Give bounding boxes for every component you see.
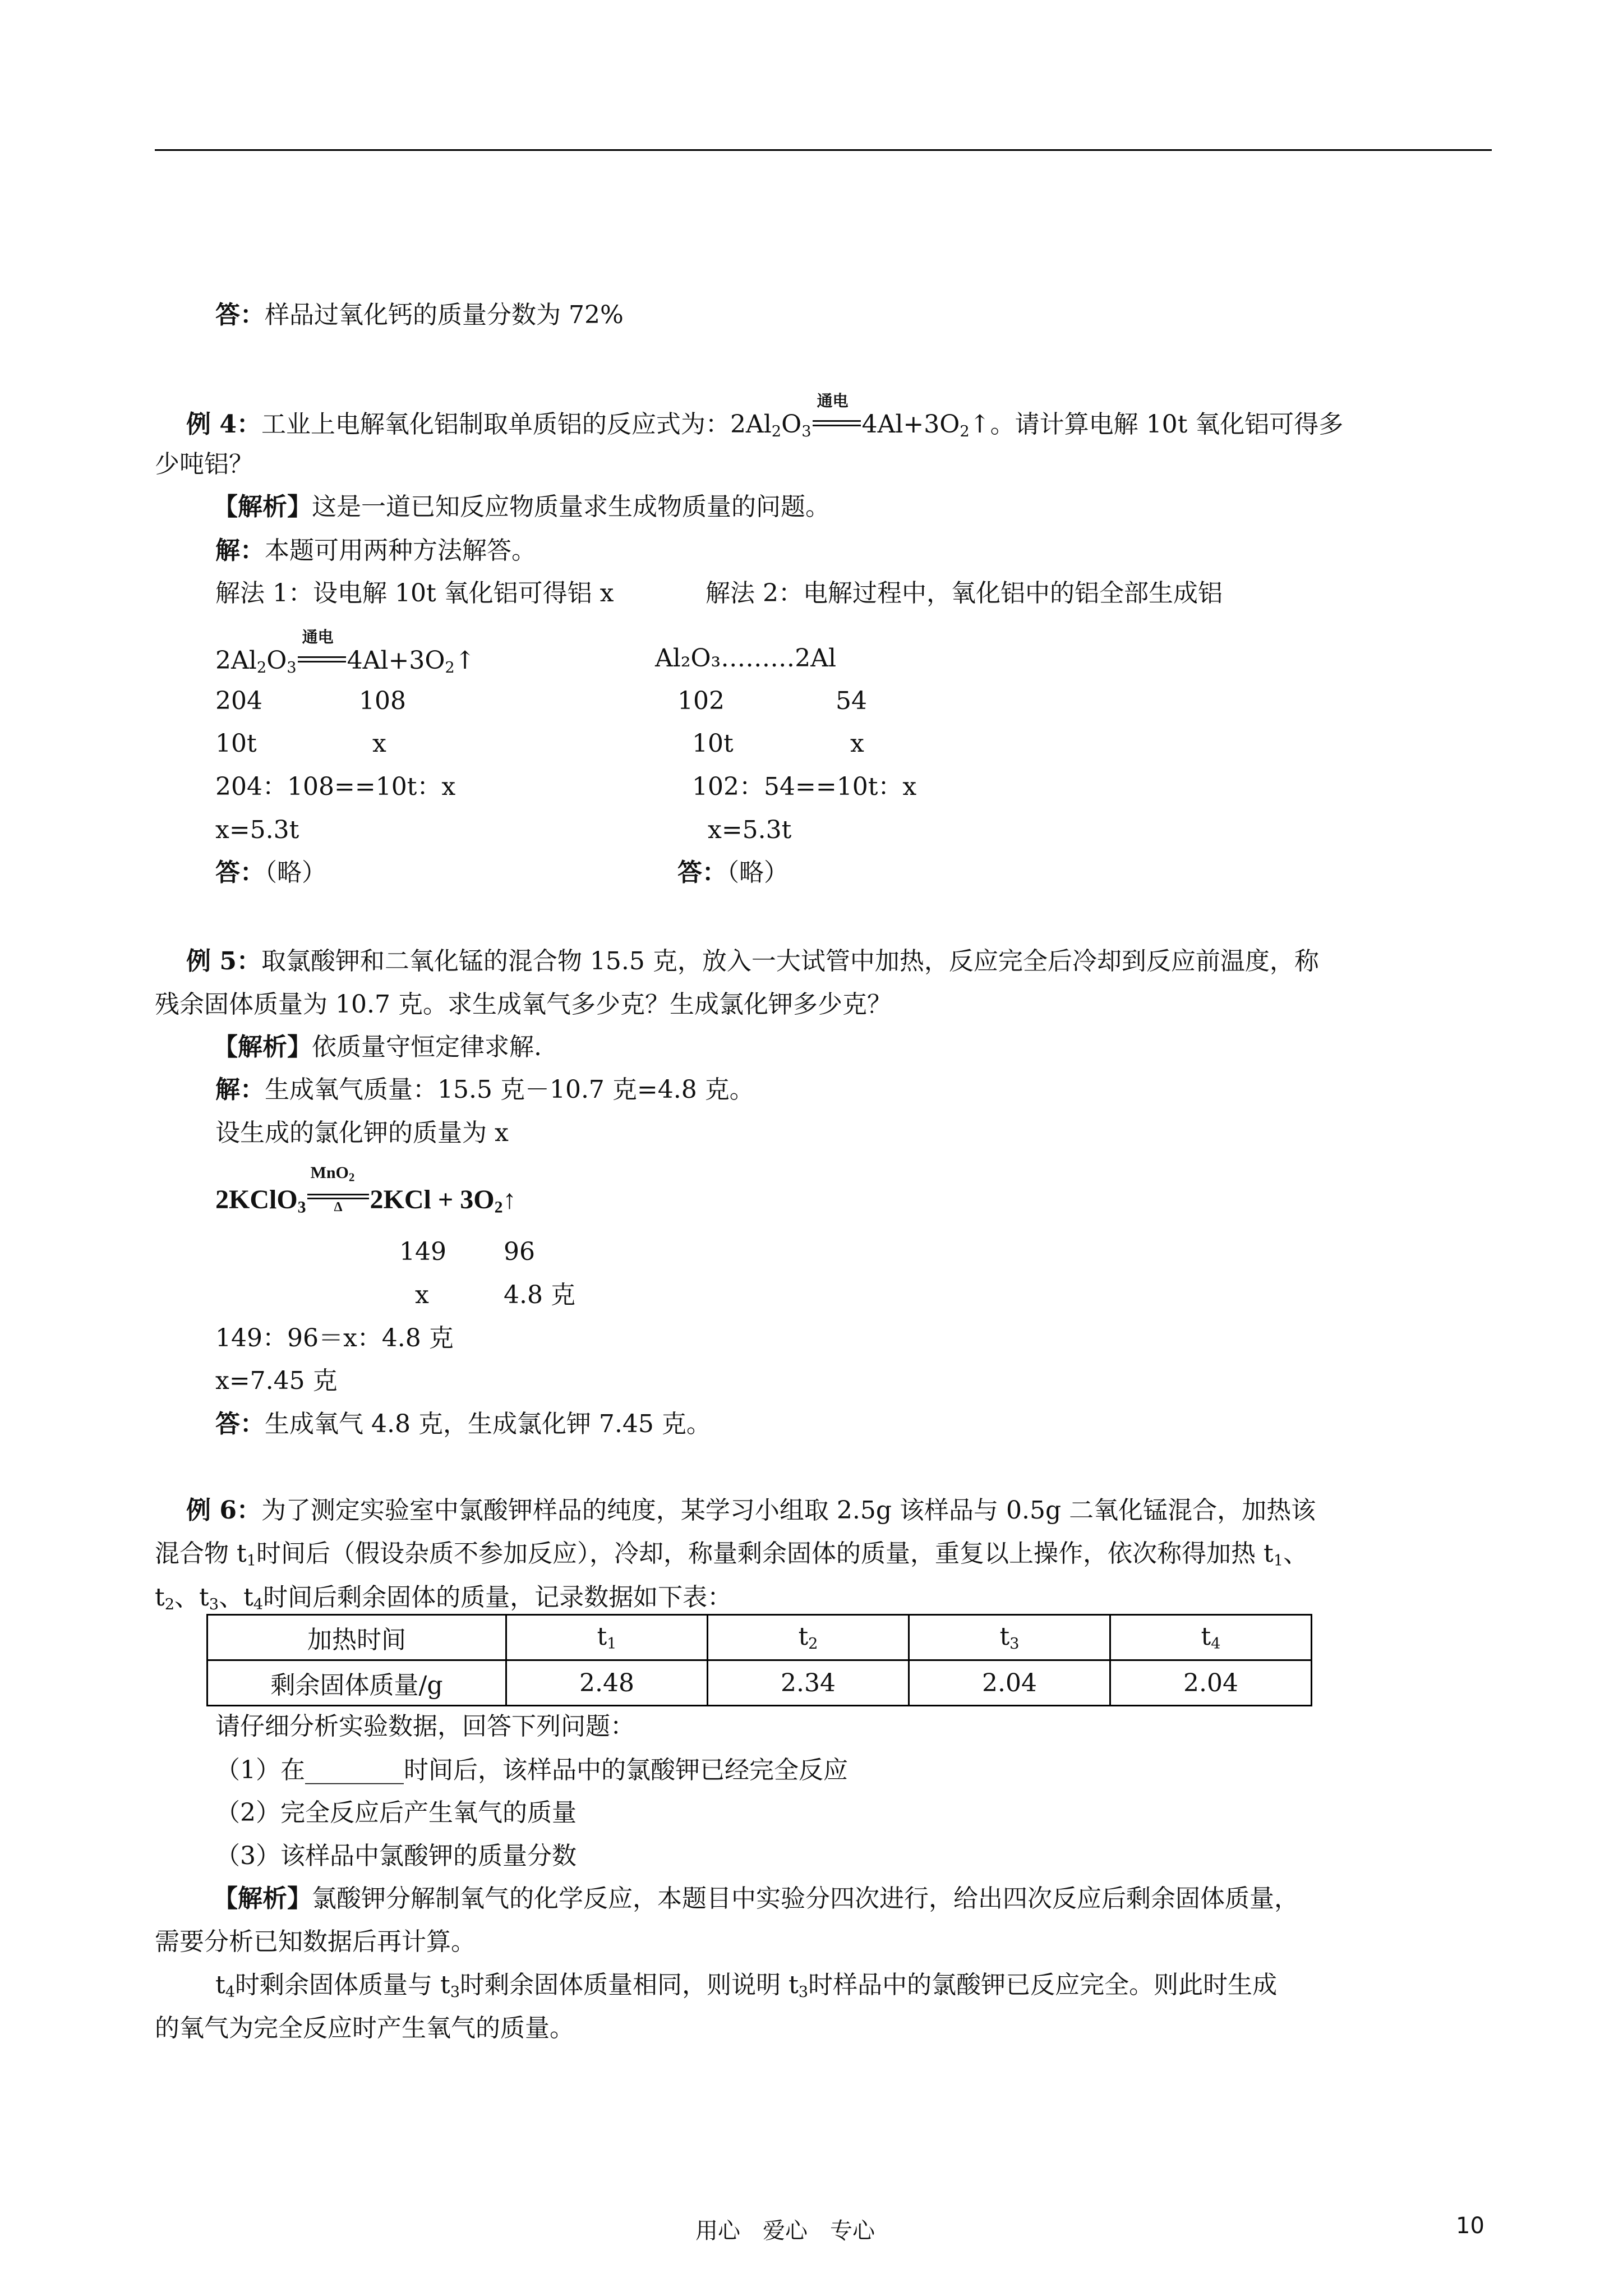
table-row	[208, 1615, 1312, 1660]
ex4-line2: 少吨铝？	[155, 450, 253, 478]
ex4-line1: 例 4：工业上电解氧化铝制取单质铝的反应式为：$2Al_2O_3$ 通电 $4Al+3O_2↑$。请计算电解 10t 氧化铝可得多	[186, 392, 1344, 440]
table-header-cell: $t_3$	[909, 1615, 1110, 1660]
ex4-m2-ratio: 102：54==10t：x	[692, 772, 917, 801]
ex4-method2-equation: Al₂O₃………2Al	[655, 644, 837, 673]
ex6-line3: $t_2$、$t_3$、$t_4$时间后剩余固体的质量，记录数据如下表：	[155, 1583, 732, 1613]
ex5-mass-b: 96	[504, 1237, 535, 1266]
ex6-line2: 混合物 $t_1$时间后（假设杂质不参加反应），冷却，称量剩余固体的质量，重复以上操作，依次称得加热 $t_1$、	[155, 1539, 1308, 1570]
table-cell: 2.04	[1110, 1660, 1312, 1706]
ex4-m1-ratio: 204：108==10t：x	[215, 772, 456, 801]
ex4-m1-given: 10t	[215, 729, 257, 758]
ex4-m1-mass-a: 204	[215, 687, 262, 715]
ex5-result: x=7.45 克	[215, 1366, 338, 1395]
table-header-cell: $t_2$	[708, 1615, 909, 1660]
ex4-method1-equation: $2Al_2O_3$ 通电 $4Al+3O_2↑$	[215, 628, 476, 677]
ex6-analysis: 【解析】氯酸钾分解制氧气的化学反应，本题目中实验分四次进行，给出四次反应后剩余固体质量，	[213, 1884, 1299, 1913]
ex4-m2-given: 10t	[692, 729, 734, 758]
reaction-condition: $\frac{MnO_2}{\Delta}$	[307, 1184, 369, 1211]
ex5-unknown: x	[415, 1281, 429, 1309]
table-cell: 2.04	[909, 1660, 1110, 1706]
ex5-analysis: 【解析】依质量守恒定律求解.	[213, 1033, 542, 1061]
ex5-solve: 解：生成氧气质量：15.5 克－10.7 克=4.8 克。	[215, 1075, 754, 1104]
ex4-m2-result: x=5.3t	[708, 816, 792, 844]
ex4-m2-mass-a: 102	[677, 687, 725, 715]
ex5-equation: 2KClO$_3$ $\frac{MnO_2}{\Delta}$ $2KCl + 3O_2↑$	[215, 1163, 517, 1217]
ex4-m1-mass-b: 108	[359, 687, 406, 715]
ex6-analysis-2: 需要分析已知数据后再计算。	[155, 1927, 476, 1956]
data-table	[206, 1614, 1312, 1706]
ex6-question-3: （3）该样品中氯酸钾的质量分数	[215, 1842, 577, 1870]
ex4-method1-title: 解法 1：设电解 10t 氧化铝可得铝 x	[215, 579, 614, 608]
ex6-paragraph-2: 的氧气为完全反应时产生氧气的质量。	[155, 2014, 574, 2042]
header-rule	[155, 149, 1492, 151]
table-row	[208, 1660, 1312, 1706]
ex4-solve: 解：本题可用两种方法解答。	[215, 536, 536, 565]
ex4-analysis: 【解析】这是一道已知反应物质量求生成物质量的问题。	[213, 493, 830, 521]
ex4-method2-title: 解法 2：电解过程中，氧化铝中的铝全部生成铝	[706, 579, 1223, 608]
ex4-m2-unknown: x	[850, 729, 864, 758]
ex6-paragraph: $t_4$时剩余固体质量与 $t_3$时剩余固体质量相同，则说明 $t_3$时样品中的氯酸钾已反应完全。则此时生成	[215, 1971, 1278, 2001]
page-number: 10	[1456, 2213, 1484, 2239]
answer-line: 答：样品过氧化钙的质量分数为 72%	[215, 301, 624, 329]
ex5-ratio: 149：96＝x：4.8 克	[215, 1324, 454, 1352]
footer-motto: 用心 爱心 专心	[695, 2218, 875, 2244]
ex5-set: 设生成的氯化钾的质量为 x	[215, 1119, 509, 1147]
table-cell: 2.34	[708, 1660, 909, 1706]
ex6-question-2: （2）完全反应后产生氧气的质量	[215, 1798, 577, 1827]
ex5-answer: 答：生成氧气 4.8 克，生成氯化钾 7.45 克。	[215, 1410, 711, 1438]
electrolysis-arrow: 通电	[813, 410, 861, 435]
ex6-line1: 例 6：为了测定实验室中氯酸钾样品的纯度，某学习小组取 2.5g 该样品与 0.5g 二氧化锰混合，加热该	[186, 1496, 1316, 1525]
electrolysis-arrow: 通电	[298, 646, 346, 671]
table-header-cell: $t_4$	[1110, 1615, 1312, 1660]
ex4-m1-answer: 答：（略）	[215, 858, 326, 887]
table-cell: 剩余固体质量/g	[208, 1660, 506, 1706]
ex4-m1-unknown: x	[372, 729, 386, 758]
ex5-mass-a: 149	[399, 1237, 446, 1266]
ex4-m1-result: x=5.3t	[215, 816, 299, 844]
ex5-line1: 例 5：取氯酸钾和二氧化锰的混合物 15.5 克，放入一大试管中加热，反应完全后冷却到反应前温度，称	[186, 947, 1319, 976]
ex4-m2-answer: 答：（略）	[677, 858, 789, 887]
ex6-question-1: （1）在________时间后，该样品中的氯酸钾已经完全反应	[215, 1756, 848, 1784]
ex6-prompt: 请仔细分析实验数据，回答下列问题：	[215, 1712, 635, 1741]
ex5-given: 4.8 克	[504, 1281, 575, 1309]
table-header-cell: 加热时间	[208, 1615, 506, 1660]
table-header-cell: $t_1$	[506, 1615, 708, 1660]
table-cell: 2.48	[506, 1660, 708, 1706]
ex4-m2-mass-b: 54	[836, 687, 867, 715]
ex5-line2: 残余固体质量为 10.7 克。求生成氧气多少克？生成氯化钾多少克？	[155, 990, 892, 1019]
